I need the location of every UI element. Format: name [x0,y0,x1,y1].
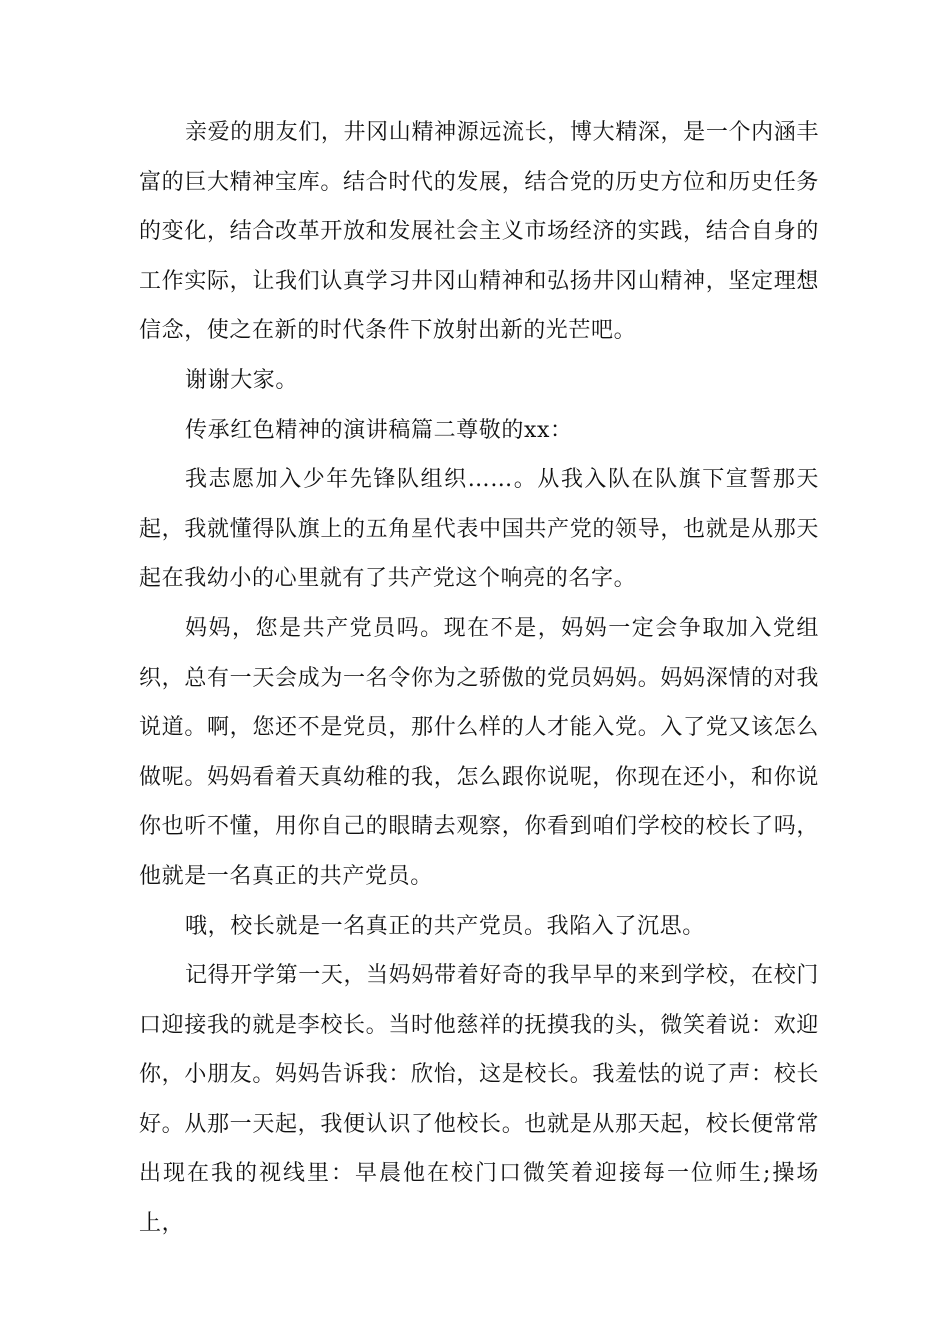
paragraph-3: 传承红色精神的演讲稿篇二尊敬的xx： [185,417,573,443]
paragraph-6: 哦，校长就是一名真正的共产党员。我陷入了沉思。 [185,913,705,939]
paragraph-4: 我志愿加入少年先锋队组织……。从我入队在队旗下宣誓那天起，我就懂得队旗上的五角星代表中国共产党的领导，也就是从那天起在我幼小的心里就有了共产党这个响亮的名字。 [139,467,819,592]
paragraph-5: 妈妈，您是共产党员吗。现在不是，妈妈一定会争取加入党组织，总有一天会成为一名令你为之骄傲的党员妈妈。妈妈深情的对我说道。啊，您还不是党员，那什么样的人才能入党。入了党又该怎么做呢。妈妈看着天真幼稚的我，怎么跟你说呢，你现在还小，和你说你也听不懂，用你自己的眼睛去观察，你看到咱们学校的校长了吗，他就是一名真正的共产党员。 [139,615,819,889]
paragraph-1: 亲爱的朋友们，井冈山精神源远流长，博大精深，是一个内涵丰富的巨大精神宝库。结合时代的发展，结合党的历史方位和历史任务的变化，结合改革开放和发展社会主义市场经济的实践，结合自身的工作实际，让我们认真学习井冈山精神和弘扬井冈山精神，坚定理想信念，使之在新的时代条件下放射出新的光芒吧。 [139,120,819,344]
paragraph-7: 记得开学第一天，当妈妈带着好奇的我早早的来到学校，在校门口迎接我的就是李校长。当时他慈祥的抚摸我的头，微笑着说：欢迎你，小朋友。妈妈告诉我：欣怡，这是校长。我羞怯的说了声：校长好。从那一天起，我便认识了他校长。也就是从那天起，校长便常常出现在我的视线里：早晨他在校门口微笑着迎接每一位师生;操场上， [139,963,819,1237]
paragraph-2: 谢谢大家。 [185,367,299,393]
document-body [139,108,819,1249]
